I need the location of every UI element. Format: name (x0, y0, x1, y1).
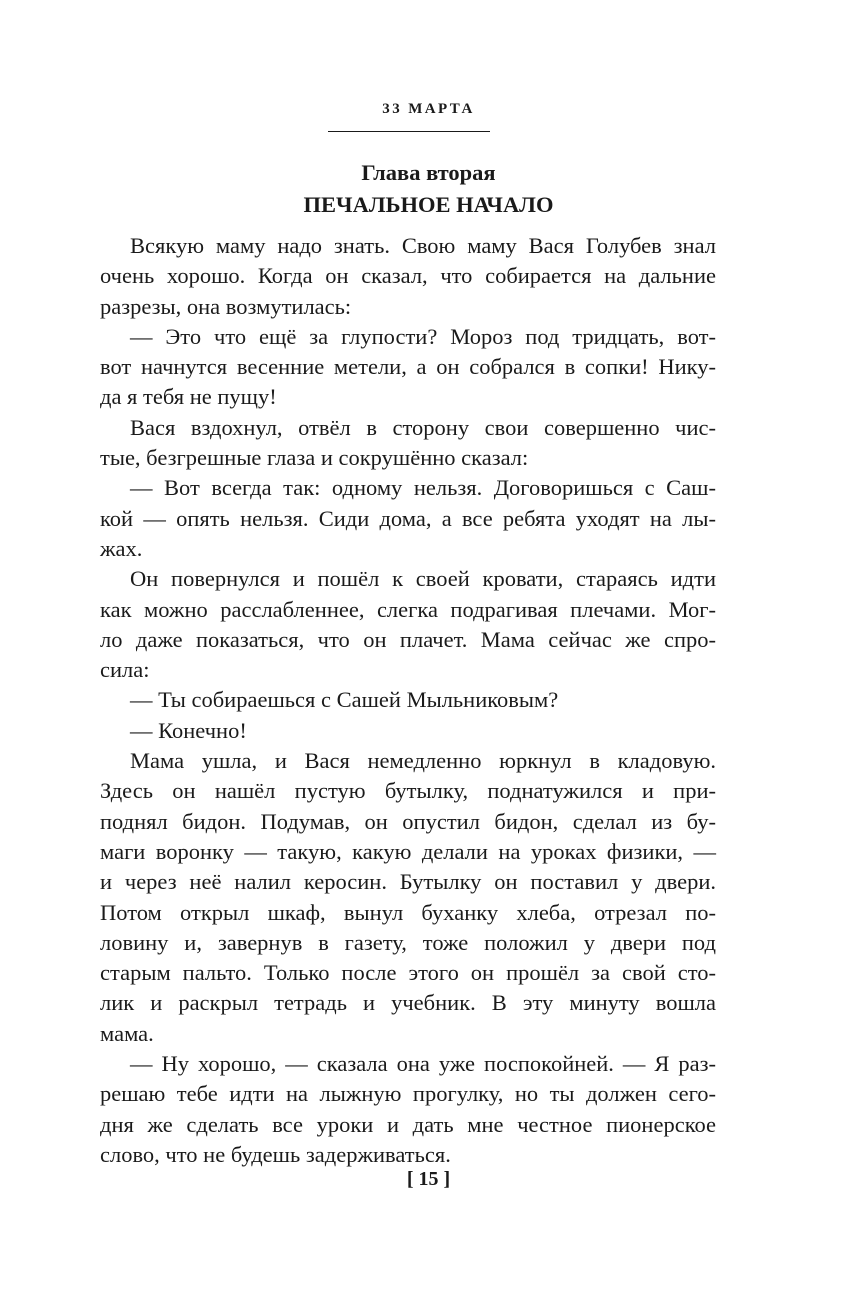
text-line: — Это что ещё за глупости? Мороз под тридцать, вот- (130, 323, 716, 349)
text-line: — Ты собираешься с Сашей Мыльниковым? (130, 687, 559, 713)
text-line: старым пальто. Только после этого он прошёл за свой сто- (100, 960, 716, 986)
header-rule (328, 131, 490, 132)
page-number: [ 15 ] (406, 1168, 451, 1190)
text-line: Он повернулся и пошёл к своей кровати, стараясь идти (130, 566, 716, 592)
text-line: жах. (100, 535, 143, 561)
text-line: слово, что не будешь задерживаться. (100, 1141, 451, 1167)
text-line: решаю тебе идти на лыжную прогулку, но ты должен сего- (100, 1081, 716, 1107)
text-line: и через неё налил керосин. Бутылку он поставил у двери. (100, 869, 716, 895)
text-line: как можно расслабленнее, слегка подрагивая плечами. Мог- (100, 596, 716, 622)
text-line: сила: (100, 657, 150, 683)
text-line: лик и раскрыл тетрадь и учебник. В эту минуту вошла (100, 990, 716, 1016)
text-line: поднял бидон. Подумав, он опустил бидон, сделал из бу- (100, 808, 716, 834)
chapter-number: Глава вторая (361, 160, 496, 185)
text-line: маги воронку — такую, какую делали на уроках физики, — (100, 838, 716, 864)
text-line: ло даже показаться, что он плачет. Мама сейчас же спро- (100, 626, 716, 652)
text-line: да я тебя не пущу! (100, 384, 277, 410)
text-line: Потом открыл шкаф, вынул буханку хлеба, отрезал по- (100, 899, 716, 925)
text-line: разрезы, она возмутилась: (100, 293, 352, 319)
text-line: дня же сделать все уроки и дать мне честное пионерское (100, 1111, 716, 1137)
text-line: ловину и, завернув в газету, тоже положил у двери под (100, 929, 716, 955)
text-line: — Ну хорошо, — сказала она уже поспокойней. — Я раз- (130, 1051, 716, 1077)
text-line: Мама ушла, и Вася немедленно юркнул в кладовую. (130, 748, 716, 774)
text-line: тые, безгрешные глаза и сокрушённо сказал: (100, 445, 529, 471)
text-line: Всякую маму надо знать. Свою маму Вася Голубев знал (130, 233, 716, 258)
text-line: кой — опять нельзя. Сиди дома, а все ребята уходят на лы- (100, 505, 716, 531)
text-line: вот начнутся весенние метели, а он собрался в сопки! Нику- (100, 354, 716, 380)
text-line: очень хорошо. Когда он сказал, что собирается на дальние (100, 263, 716, 289)
body-text (100, 231, 716, 1170)
running-head: 33 МАРТА (382, 101, 475, 117)
text-line: — Конечно! (130, 717, 247, 743)
text-line: Здесь он нашёл пустую бутылку, поднатужился и при- (100, 778, 716, 804)
text-line: Вася вздохнул, отвёл в сторону свои совершенно чис- (130, 414, 716, 440)
text-line: мама. (100, 1020, 154, 1046)
chapter-heading (0, 157, 857, 221)
chapter-title: ПЕЧАЛЬНОЕ НАЧАЛО (303, 192, 554, 217)
text-line: — Вот всегда так: одному нельзя. Договоришься с Саш- (130, 475, 716, 501)
